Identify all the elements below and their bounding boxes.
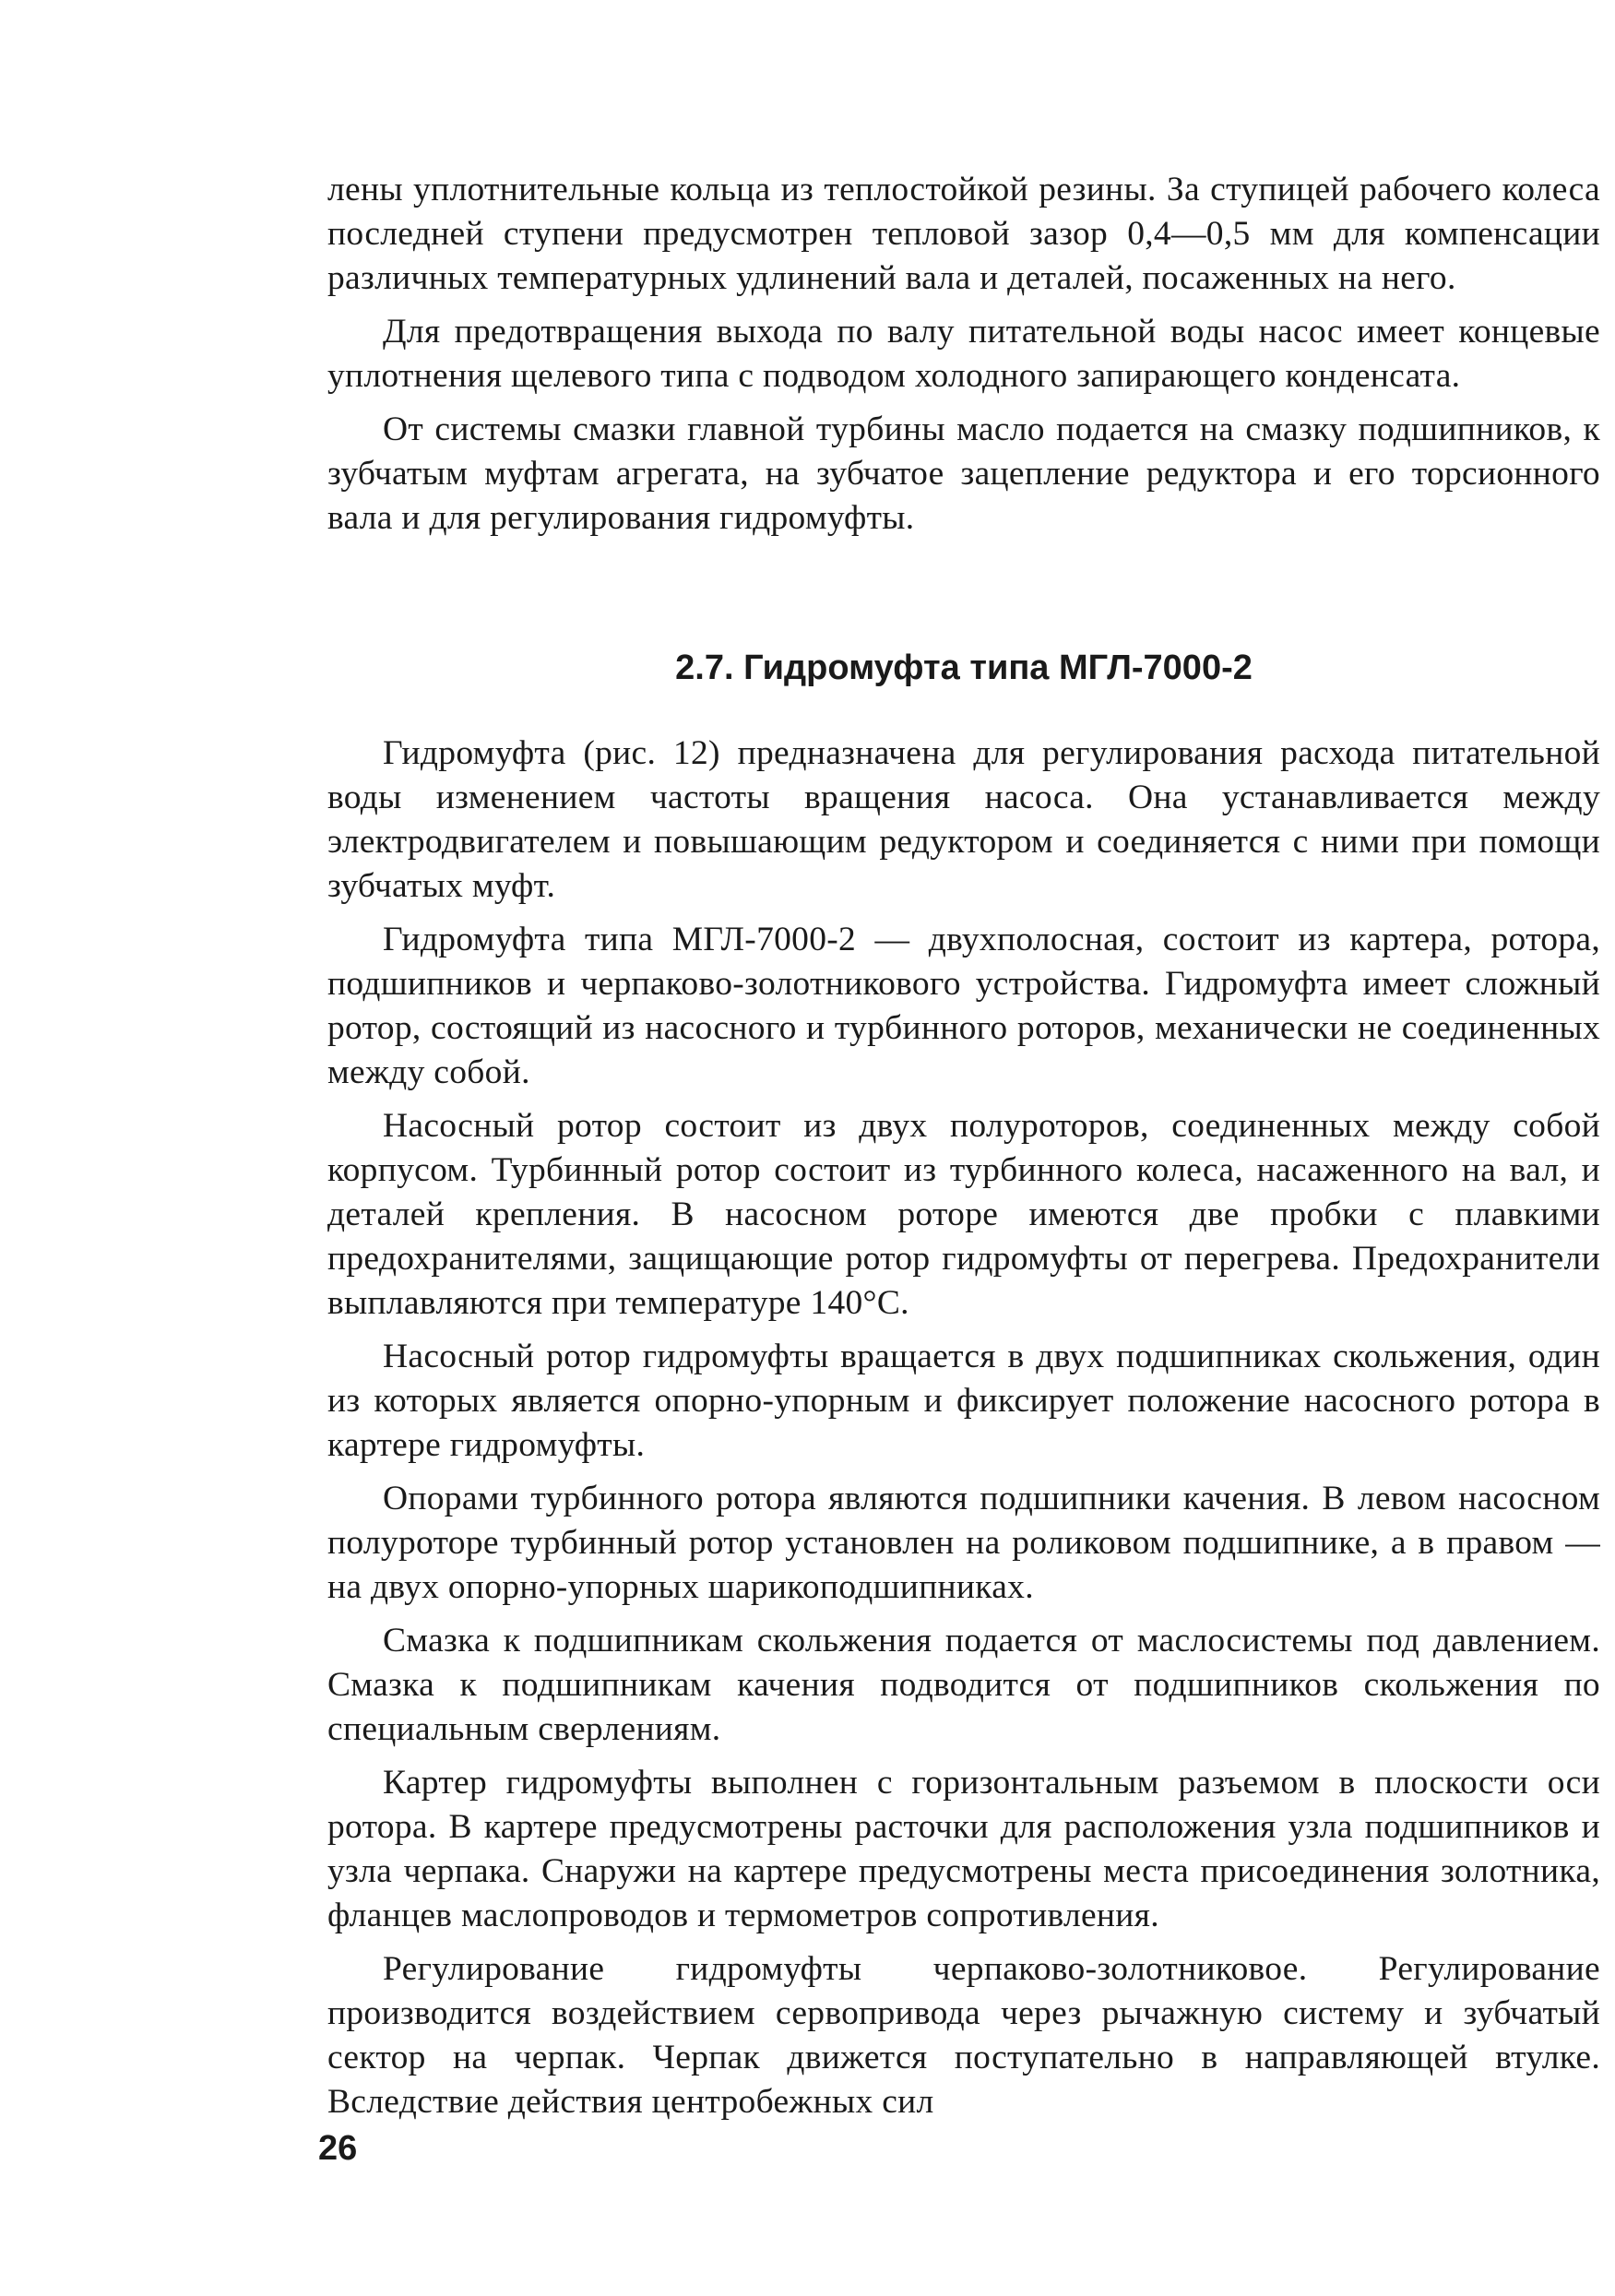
paragraph: Опорами турбинного ротора являются подшипники качения. В левом насосном полуроторе турбинный ротор установлен на роликовом подшипнике, а в правом — на двух опорно-упорных шарикоподшипниках.: [327, 1480, 1600, 1606]
paragraph: От системы смазки главной турбины масло подается на смазку подшипников, к зубчатым муфтам агрегата, на зубчатое зацепление редуктора и его торсионного вала и для регулирования гидромуфты.: [327, 410, 1600, 537]
paragraph: Насосный ротор гидромуфты вращается в двух подшипниках скольжения, один из которых является опорно-упорным и фиксирует положение насосного ротора в картере гидромуфты.: [327, 1338, 1600, 1464]
section-text-block: [327, 732, 1600, 2134]
intro-text-block: [327, 168, 1600, 550]
paragraph: Гидромуфта (рис. 12) предназначена для регулирования расхода питательной воды изменением частоты вращения насоса. Она устанавливается между электродвигателем и повышающим редуктором и соединяется с ними при помощи зубчатых муфт.: [327, 734, 1600, 905]
paragraph: Регулирование гидромуфты черпаково-золотниковое. Регулирование производится воздействием сервопривода через рычажную систему и зубчатый сектор на черпак. Черпак движется поступательно в направляющей втулке. Вследствие действия центробежных сил: [327, 1950, 1600, 2121]
paragraph: Картер гидромуфты выполнен с горизонтальным разъемом в плоскости оси ротора. В картере предусмотрены расточки для расположения узла подшипников и узла черпака. Снаружи на картере предусмотрены места присоединения золотника, фланцев маслопроводов и термометров сопротивления.: [327, 1764, 1600, 1934]
paragraph: Смазка к подшипникам скольжения подается от маслосистемы под давлением. Смазка к подшипникам качения подводится от подшипников скольжения по специальным сверлениям.: [327, 1622, 1600, 1748]
paragraph: Насосный ротор состоит из двух полуроторов, соединенных между собой корпусом. Турбинный ротор состоит из турбинного колеса, насаженного на вал, и деталей крепления. В насосном роторе имеются две пробки с плавкими предохранителями, защищающие ротор гидромуфты от перегрева. Предохранители выплавляются при температуре 140°С.: [327, 1107, 1600, 1322]
paragraph: Для предотвращения выхода по валу питательной воды насос имеет концевые уплотнения щелевого типа с подводом холодного запирающего конденсата.: [327, 313, 1600, 395]
paragraph: Гидромуфта типа МГЛ-7000-2 — двухполосная, состоит из картера, ротора, подшипников и черпаково-золотникового устройства. Гидромуфта имеет сложный ротор, состоящий из насосного и турбинного роторов, механически не соединенных между собой.: [327, 921, 1600, 1091]
page-number: 26: [318, 2129, 358, 2168]
paragraph: лены уплотнительные кольца из теплостойкой резины. За ступицей рабочего колеса последней ступени предусмотрен тепловой зазор 0,4—0,5 мм для компенсации различных температурных удлинений вала и деталей, посаженных на него.: [327, 171, 1600, 297]
section-heading: 2.7. Гидромуфта типа МГЛ-7000-2: [675, 648, 1253, 687]
